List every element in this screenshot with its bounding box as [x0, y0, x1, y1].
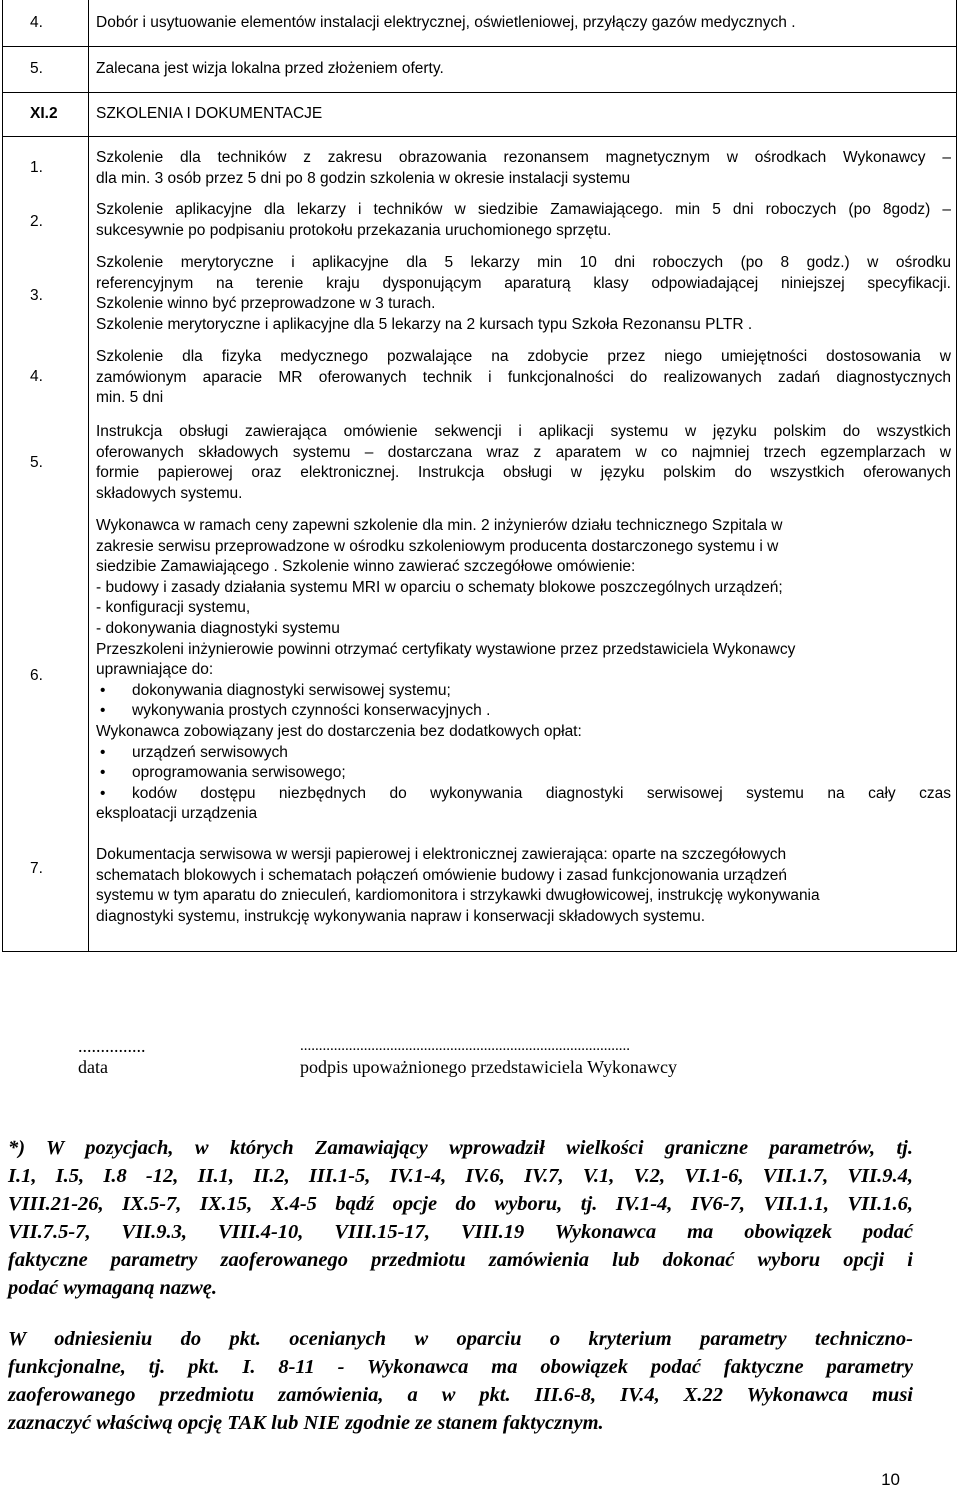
row-text: Dokumentacja serwisowa w wersji papierowej i elektronicznej zawierająca: oparte na szczegółowych schematach blokowych i schematach połączeń omówienie budowy i zasad funkcjonowania urządzeń systemu w tym aparatu do znieculeń, kardiomonitora i strzykawki dwugłowicowej, instrukcję wykonywania diagnostyki systemu, instrukcję wykonywania napraw i konserwacji składowych systemu.: [96, 846, 820, 925]
row-divider: [2, 92, 957, 93]
bullet-item: • urządzeń serwisowych: [96, 743, 951, 764]
row-number: 7.: [30, 860, 43, 877]
row-number: 3.: [30, 287, 43, 304]
bullet-item: • kodów dostępu niezbędnych do wykonywania diagnostyki serwisowej systemu na cały czas: [96, 784, 951, 805]
bullet-item: • wykonywania prostych czynności konserwacyjnych .: [96, 701, 951, 722]
footnote-1: *) W pozycjach, w których Zamawiający wprowadził wielkości graniczne parametrów, tj. I.1, I.5, I.8 -12, II.1, II.2, III.1-5, IV.1-4, IV.6, IV.7, V.1, V.2, VI.1-6, VII.1.7, VII.9.4, VIII.21-26, IX.5-7, IX.15, X.4-5 bądź opcje do wyboru, tj. IV.1-4, IV6-7, VII.1.1, VII.1.6, VII.7.5-7, VII.9.3, VIII.4-10, VIII.15-17, VIII.19 Wykonawca ma obowiązek podać faktyczne parametry zaoferowanego przedmiotu zamówienia lub dokonać wyboru opcji i podać wymaganą nazwę.: [8, 1137, 913, 1299]
row-number: 2.: [30, 213, 43, 230]
row-divider: [2, 46, 957, 47]
column-divider: [88, 0, 89, 952]
bullet-item: • oprogramowania serwisowego;: [96, 763, 951, 784]
row-text: Dobór i usytuowanie elementów instalacji elektrycznej, oświetleniowej, przyłączy gazów medycznych .: [96, 14, 796, 31]
date-label: data: [78, 1057, 108, 1077]
footnote-2: W odniesieniu do pkt. ocenianych w oparciu o kryterium parametry techniczno- funkcjonalne, tj. pkt. I. 8-11 - Wykonawca ma obowiązek podać faktyczne parametry zaoferowanego przedmiotu zamówienia, a w pkt. III.6-8, IV.4, X.22 Wykonawca musi zaznaczyć właściwą opcję TAK lub NIE zgodnie ze stanem faktycznym.: [8, 1328, 913, 1434]
signature-dots: ........................................................................................: [300, 1038, 630, 1054]
row-number: 4.: [30, 368, 43, 385]
bullet-item: • dokonywania diagnostyki serwisowej systemu;: [96, 681, 951, 702]
section-title: SZKOLENIA I DOKUMENTACJE: [96, 105, 323, 122]
row-text: Wykonawca w ramach ceny zapewni szkolenie dla min. 2 inżynierów działu technicznego Szpitala w zakresie serwisu przeprowadzone w ośrodku szkoleniowym producenta dostarczonego systemu i w siedzibie Zamawiającego . Szkolenie winno zawierać szczegółowe omówienie: - budowy i zasady działania systemu MRI w oparciu o schematy blokowe poszczególnych urządzeń; - konfiguracji systemu, - dokonywania diagnostyki systemu Przeszkoleni inżynierowie powinni otrzymać certyfikaty wystawione przez przedstawiciela Wykonawcy uprawniające do: • dokonywania diagnostyki serwisowej systemu; • wykonywania prostych czynności konserwacyjnych . Wykonawca zobowiązany jest do dostarczenia bez dodatkowych opłat: • urządzeń serwisowych • oprogramowania serwisowego; • kodów dostępu niezbędnych do wykonywania diagnostyki serwisowej systemu na cały czas eksploatacji urządzenia: [96, 516, 951, 825]
row-divider: [2, 136, 957, 137]
row-number: 5.: [30, 60, 43, 77]
section-number: XI.2: [30, 105, 58, 122]
row-text: Szkolenie dla techników z zakresu obrazowania rezonansem magnetycznym w ośrodkach Wykonawcy – dla min. 3 osób przez 5 dni po 8 godzin szkolenia w okresie instalacji systemu: [96, 149, 951, 187]
row-text: Szkolenie aplikacyjne dla lekarzy i techników w siedzibie Zamawiającego. min 5 dni roboczych (po 8godz) – sukcesywnie po podpisaniu protokołu przekazania uruchomionego sprzętu.: [96, 201, 951, 239]
row-text: Zalecana jest wizja lokalna przed złożeniem oferty.: [96, 60, 444, 77]
row-text: Szkolenie dla fizyka medycznego pozwalające na zdobycie przez niego umiejętności dostosowania w zamówionym aparacie MR oferowanych technik i funkcjonalności do realizowanych zadań diagnostycznych min. 5 dni: [96, 348, 951, 407]
row-number: 1.: [30, 159, 43, 176]
signature-label: podpis upoważnionego przedstawiciela Wykonawcy: [300, 1057, 677, 1077]
row-number: 6.: [30, 667, 43, 684]
row-number: 4.: [30, 14, 43, 31]
page-number: 10: [881, 1470, 900, 1489]
date-dots: ...............: [78, 1036, 146, 1056]
row-number: 5.: [30, 454, 43, 471]
row-text: Instrukcja obsługi zawierająca omówienie sekwencji i aplikacji systemu w języku polskim do wszystkich oferowanych składowych systemu – dostarczana wraz z aparatem w co najmniej trzech egzemplarzach w formie papierowej oraz elektronicznej. Instrukcja obsługi w języku polskim do wszystkich oferowanych składowych systemu.: [96, 423, 951, 502]
row-text: Szkolenie merytoryczne i aplikacyjne dla 5 lekarzy min 10 dni roboczych (po 8 godz.) w ośrodku referencyjnym na terenie kraju dysponującym aparaturą klasy odpowiadającej niniejszej specyfikacji. Szkolenie winno być przeprowadzone w 3 turach. Szkolenie merytoryczne i aplikacyjne dla 5 lekarzy na 2 kursach typu Szkoła Rezonansu PLTR .: [96, 254, 951, 333]
